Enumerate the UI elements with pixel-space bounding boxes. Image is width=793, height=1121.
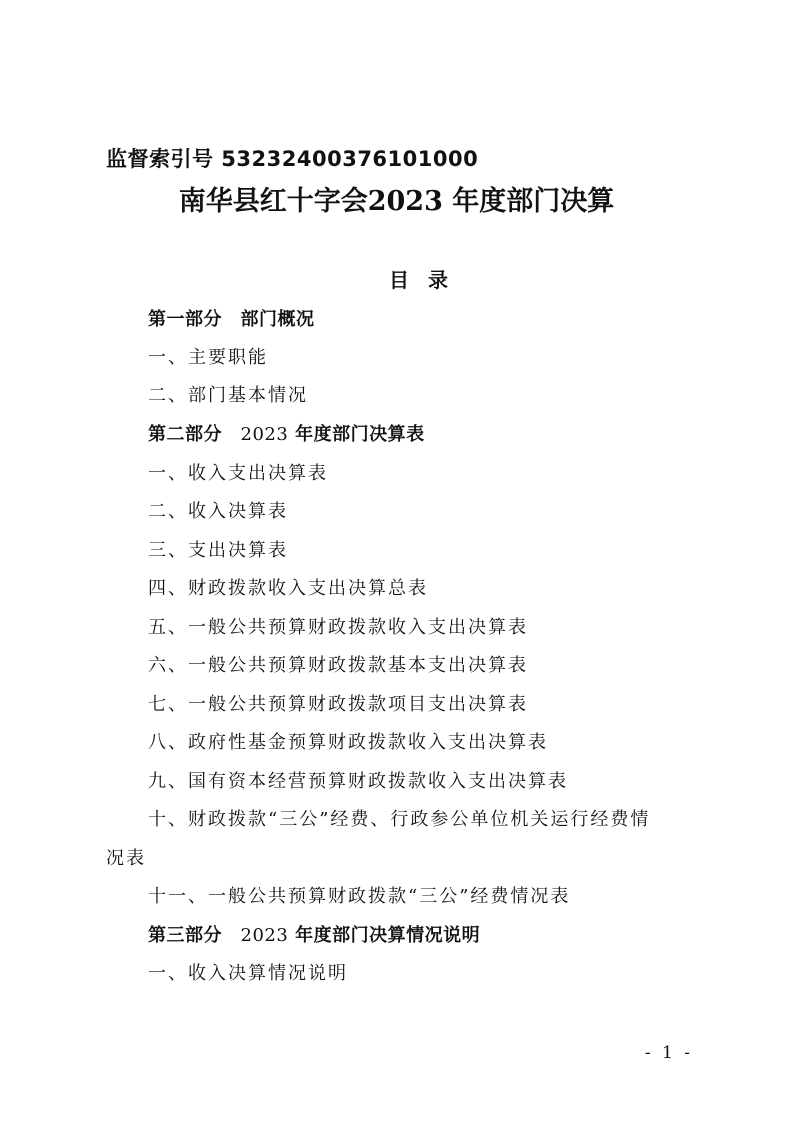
toc-item[interactable]: 三、支出决算表 <box>148 540 288 561</box>
toc-heading: 目 录 <box>389 268 454 292</box>
toc-part-1[interactable]: 第一部分 部门概况 <box>148 309 315 330</box>
toc-part-2-year: 2023 <box>240 424 289 445</box>
toc-part-3-prefix: 第三部分 <box>148 925 241 946</box>
toc-part-2-suffix: 年度部门决算表 <box>288 424 425 445</box>
page-number: - 1 - <box>644 1043 693 1063</box>
toc-part-2-prefix: 第二部分 <box>148 424 241 445</box>
toc-part-3-suffix: 年度部门决算情况说明 <box>288 925 481 946</box>
toc-item[interactable]: 九、国有资本经营预算财政拨款收入支出决算表 <box>148 771 568 792</box>
toc-part-3[interactable] <box>148 921 480 947</box>
toc-part-3-year: 2023 <box>240 925 289 946</box>
toc-item[interactable]: 二、部门基本情况 <box>148 385 308 406</box>
toc-item[interactable]: 六、一般公共预算财政拨款基本支出决算表 <box>148 655 528 676</box>
toc-item[interactable]: 四、财政拨款收入支出决算总表 <box>148 578 428 599</box>
toc-item[interactable]: 八、政府性基金预算财政拨款收入支出决算表 <box>148 732 548 753</box>
toc-item[interactable]: 五、一般公共预算财政拨款收入支出决算表 <box>148 617 528 638</box>
supervision-index-number: 监督索引号 53232400376101000 <box>106 147 479 171</box>
toc-item[interactable]: 一、主要职能 <box>148 347 268 368</box>
toc-item[interactable]: 十、财政拨款“三公”经费、行政参公单位机关运行经费情 <box>148 809 651 830</box>
toc-part-2[interactable] <box>148 420 425 446</box>
toc-item[interactable]: 十一、一般公共预算财政拨款“三公”经费情况表 <box>148 886 571 907</box>
toc-item[interactable]: 一、收入决算情况说明 <box>148 963 348 984</box>
toc-item[interactable]: 一、收入支出决算表 <box>148 463 328 484</box>
toc-item[interactable]: 七、一般公共预算财政拨款项目支出决算表 <box>148 694 528 715</box>
toc-item[interactable]: 二、收入决算表 <box>148 501 288 522</box>
document-title: 南华县红十字会2023 年度部门决算 <box>178 186 615 217</box>
toc-item-continuation[interactable]: 况表 <box>106 848 146 869</box>
